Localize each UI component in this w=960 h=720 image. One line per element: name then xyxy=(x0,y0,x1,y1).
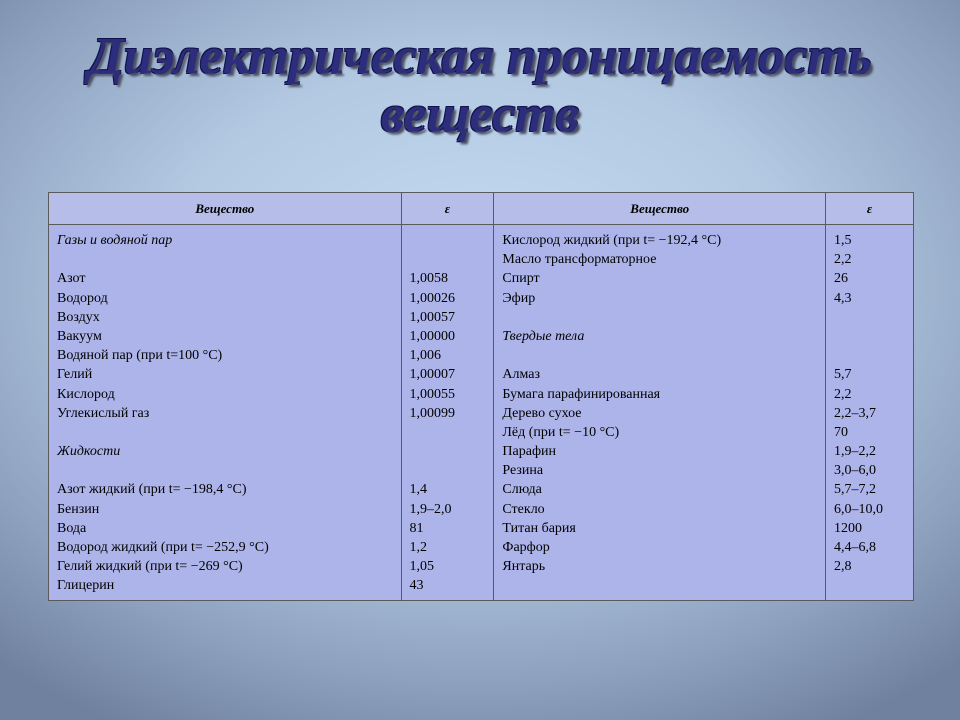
header-substance-left: Вещество xyxy=(49,193,402,225)
right-substances-cell xyxy=(494,225,826,601)
substance-item: Кислород xyxy=(57,386,115,402)
blank-line xyxy=(834,327,905,346)
epsilon-value: 1200 xyxy=(834,520,863,536)
epsilon-value: 1,00057 xyxy=(409,309,456,325)
section-heading: Твердые тела xyxy=(502,328,585,344)
substance-item: Кислород жидкий (при t= −192,4 °С) xyxy=(502,233,722,248)
substance-item: Резина xyxy=(502,463,544,479)
blank-line xyxy=(57,250,393,269)
epsilon-value: 1,0058 xyxy=(409,271,449,287)
epsilon-value: 4,3 xyxy=(834,290,852,306)
epsilon-value: 1,9–2,2 xyxy=(834,444,877,460)
blank-line xyxy=(502,308,817,327)
epsilon-value: 2,2–3,7 xyxy=(834,405,877,421)
substance-item: Вода xyxy=(57,520,87,536)
substance-item: Фарфор xyxy=(502,540,550,555)
substance-item: Водяной пар (при t=100 °С) xyxy=(57,348,223,364)
blank-line xyxy=(502,346,817,365)
substance-item: Спирт xyxy=(502,271,540,287)
blank-line xyxy=(410,231,486,250)
substance-item: Слюда xyxy=(502,482,542,498)
epsilon-value: 1,4 xyxy=(409,482,428,498)
epsilon-value: 43 xyxy=(409,578,424,594)
epsilon-value: 2,2 xyxy=(834,386,852,402)
epsilon-value: 3,0–6,0 xyxy=(834,463,877,479)
substance-item: Углекислый газ xyxy=(57,405,150,421)
permittivity-table xyxy=(48,192,914,601)
blank-line xyxy=(834,346,905,365)
substance-item: Воздух xyxy=(57,309,100,325)
left-values-cell xyxy=(401,225,494,601)
title-line-2: веществ xyxy=(380,86,580,143)
substance-item: Гелий xyxy=(57,367,93,383)
substance-item: Бензин xyxy=(57,501,100,517)
substance-item: Азот жидкий (при t= −198,4 °С) xyxy=(57,482,247,498)
substance-item: Вакуум xyxy=(57,328,102,344)
right-values-cell xyxy=(826,225,914,601)
substance-item: Масло трансформаторное xyxy=(502,252,657,268)
substance-item: Эфир xyxy=(502,290,536,306)
substance-item: Гелий жидкий (при t= −269 °С) xyxy=(57,559,243,575)
epsilon-value: 1,00055 xyxy=(409,386,456,402)
epsilon-value: 5,7 xyxy=(834,367,852,383)
epsilon-value: 1,00099 xyxy=(409,405,456,421)
substance-item: Парафин xyxy=(502,444,556,460)
epsilon-value: 6,0–10,0 xyxy=(834,501,884,517)
blank-line xyxy=(410,250,486,269)
epsilon-value: 1,00007 xyxy=(409,367,456,383)
blank-line xyxy=(834,308,905,327)
blank-line xyxy=(410,423,486,442)
blank-line xyxy=(57,423,393,442)
epsilon-value: 5,7–7,2 xyxy=(834,482,877,498)
substance-item: Дерево сухое xyxy=(502,405,582,421)
epsilon-value: 26 xyxy=(834,271,849,287)
substance-item: Лёд (при t= −10 °С) xyxy=(502,424,620,440)
substance-item: Глицерин xyxy=(57,578,115,594)
blank-line xyxy=(410,442,486,461)
epsilon-value: 1,2 xyxy=(409,540,428,555)
epsilon-value: 2,2 xyxy=(834,252,852,268)
substance-item: Водород xyxy=(57,290,108,306)
epsilon-value: 1,05 xyxy=(409,559,435,575)
epsilon-value: 2,8 xyxy=(834,559,852,575)
epsilon-value: 70 xyxy=(834,424,849,440)
epsilon-value: 81 xyxy=(409,520,424,536)
epsilon-value: 1,9–2,0 xyxy=(409,501,452,517)
left-substances-cell xyxy=(49,225,402,601)
epsilon-value: 1,006 xyxy=(409,348,442,364)
header-substance-right: Вещество xyxy=(494,193,826,225)
substance-item: Бумага парафинированная xyxy=(502,386,661,402)
substance-item: Алмаз xyxy=(502,367,541,383)
epsilon-value: 4,4–6,8 xyxy=(834,540,877,555)
header-epsilon-right: ε xyxy=(826,193,914,225)
blank-line xyxy=(57,461,393,480)
substance-item: Стекло xyxy=(502,501,545,517)
blank-line xyxy=(410,461,486,480)
section-heading: Газы и водяной пар xyxy=(57,233,173,248)
section-heading: Жидкости xyxy=(57,444,121,460)
substance-item: Азот xyxy=(57,271,86,287)
epsilon-value: 1,00000 xyxy=(409,328,456,344)
title-line-1: Диэлектрическая проницаемость xyxy=(88,28,872,85)
table-body-row xyxy=(49,225,914,601)
page-title xyxy=(0,28,960,144)
epsilon-value: 1,00026 xyxy=(409,290,456,306)
epsilon-value: 1,5 xyxy=(834,233,852,248)
header-epsilon-left: ε xyxy=(401,193,494,225)
substance-item: Титан бария xyxy=(502,520,576,536)
table-header-row xyxy=(49,193,914,225)
substance-item: Янтарь xyxy=(502,559,546,575)
substance-item: Водород жидкий (при t= −252,9 °С) xyxy=(57,540,269,555)
